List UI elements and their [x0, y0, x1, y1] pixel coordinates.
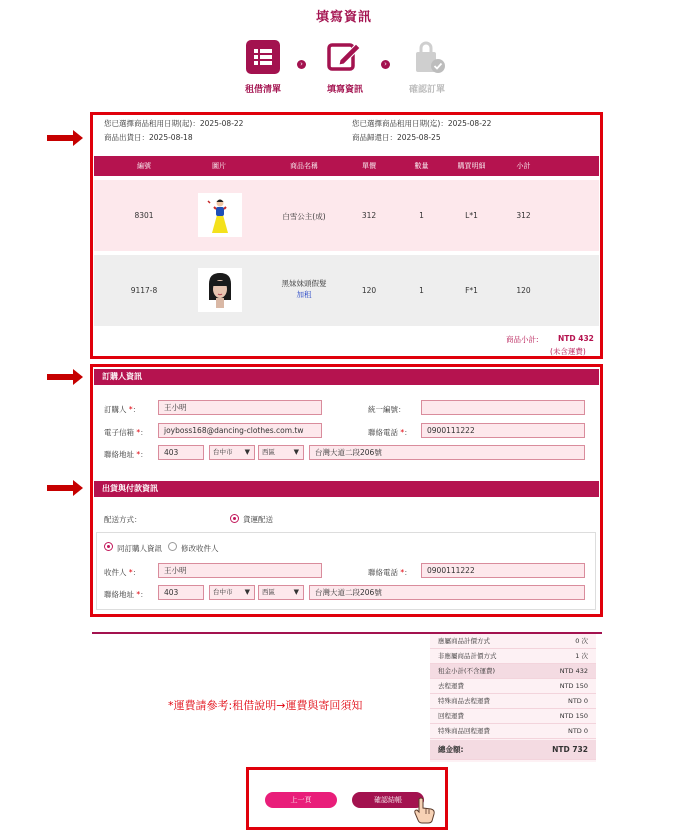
zip-input[interactable]: 403 [158, 445, 204, 460]
table-header [94, 156, 599, 176]
summary-row [430, 679, 596, 694]
add-rent-link[interactable]: 加租 [296, 290, 312, 299]
recipient-city-select[interactable] [209, 585, 255, 600]
recipient-district-value: 西區 [262, 588, 275, 596]
cost-summary [430, 634, 596, 762]
district-select[interactable] [258, 445, 304, 460]
summary-value: NTD 0 [567, 727, 588, 735]
col-header-image: 圖片 [212, 162, 226, 170]
recipient-city-value: 台中市 [213, 588, 233, 596]
item-name: 黑妹妹頭假髮 [281, 279, 327, 288]
return-date: 商品歸還日：2025-08-25 [352, 133, 441, 142]
summary-row [430, 664, 596, 679]
recipient-street-input[interactable]: 台灣大道二段206號 [309, 585, 585, 600]
tax-id-input[interactable] [421, 400, 585, 415]
summary-value: NTD 150 [559, 712, 588, 720]
buyer-name-input[interactable]: 王小明 [158, 400, 322, 415]
col-header-price: 單價 [362, 162, 376, 170]
item-detail: L*1 [465, 211, 478, 220]
item-id: 9117-8 [130, 286, 158, 295]
total-label: 總金額: [438, 745, 464, 754]
table-row [94, 180, 599, 251]
summary-value: NTD 150 [559, 682, 588, 690]
item-id: 8301 [134, 211, 154, 220]
required-mark: * [134, 450, 141, 459]
recipient-address-label-text: 聯絡地址 [104, 590, 134, 599]
item-price: 312 [361, 211, 377, 220]
tax-id-label: 統一編號： [368, 405, 406, 414]
subtotal-value: NTD 432 [558, 334, 594, 343]
summary-key: 去程運費 [438, 682, 464, 690]
recipient-name-label-text: 收件人 [104, 568, 127, 577]
item-detail: F*1 [465, 286, 478, 295]
subtotal-label: 商品小計: [506, 335, 539, 344]
item-qty: 1 [419, 286, 424, 295]
phone-label: 聯絡電話 *： [368, 428, 412, 437]
address-label-text: 聯絡地址 [104, 450, 134, 459]
buyer-name-label-text: 訂購人 [104, 405, 127, 414]
item-subtotal: 312 [516, 211, 531, 220]
same-as-buyer-label: 同訂購人資訊 [117, 544, 162, 553]
recipient-district-select[interactable] [258, 585, 304, 600]
same-as-buyer-radio[interactable] [104, 542, 113, 551]
required-mark: * [398, 428, 405, 437]
recipient-phone-label: 聯絡電話 *： [368, 568, 412, 577]
shipping-note[interactable]: *運費請參考:租借說明→運費與寄回須知 [168, 699, 363, 712]
required-mark: * [134, 428, 141, 437]
col-header-subtotal: 小計 [516, 162, 531, 170]
total-value: NTD 732 [552, 745, 588, 754]
step-3-label: 確認訂單 [408, 85, 445, 95]
summary-value: NTD 0 [567, 697, 588, 705]
recipient-phone-label-text: 聯絡電話 [368, 568, 398, 577]
item-name: 白雪公主(成) [282, 212, 326, 221]
red-arrow-icon [45, 128, 85, 148]
recipient-zip-input[interactable]: 403 [158, 585, 204, 600]
step-2-label: 填寫資訊 [326, 85, 363, 95]
edit-icon [326, 38, 364, 76]
address-label: 聯絡地址 *： [104, 450, 148, 459]
district-select-value: 西區 [262, 448, 275, 456]
shipping-section-header: 出貨與付款資訊 [94, 481, 599, 497]
dropdown-caret-icon: ▼ [293, 588, 299, 596]
dropdown-caret-icon: ▼ [293, 448, 299, 456]
step-separator-dot: › [381, 60, 390, 69]
summary-row [430, 709, 596, 724]
summary-row [430, 724, 596, 739]
modify-recipient-label: 修改收件人 [181, 544, 219, 553]
required-mark: * [126, 568, 133, 577]
table-row [94, 255, 599, 326]
phone-label-text: 聯絡電話 [368, 428, 398, 437]
modify-recipient-radio[interactable] [168, 542, 177, 551]
red-arrow-icon [45, 478, 85, 498]
recipient-address-label: 聯絡地址 *： [104, 590, 148, 599]
required-mark: * [134, 590, 141, 599]
total-row [430, 740, 596, 760]
product-image[interactable] [198, 268, 242, 312]
summary-key: 租金小計(不含運費) [438, 667, 496, 675]
rent-end-date: 您已選擇商品租用日期(迄)：2025-08-22 [352, 119, 492, 128]
street-input[interactable]: 台灣大道二段206號 [309, 445, 585, 460]
list-icon [246, 40, 280, 74]
col-header-detail: 購買明細 [457, 162, 486, 170]
summary-value: NTD 432 [559, 667, 588, 675]
step-1-label: 租借清單 [244, 85, 281, 95]
item-price: 120 [361, 286, 377, 295]
product-image[interactable] [198, 193, 242, 237]
rent-start-date: 您已選擇商品租用日期(起)：2025-08-22 [104, 119, 244, 128]
email-field[interactable]: joyboss168@dancing-clothes.com.tw [158, 423, 322, 438]
delivery-method-label: 配送方式： [104, 515, 142, 524]
prev-page-button[interactable]: 上一頁 [265, 792, 337, 808]
buyer-section-header: 訂購人資訊 [94, 369, 599, 385]
buyer-name-label: 訂購人 *： [104, 405, 141, 414]
delivery-method-value: 貨運配送 [243, 515, 273, 524]
summary-key: 回程運費 [438, 712, 464, 720]
required-mark: * [398, 568, 405, 577]
summary-row [430, 649, 596, 664]
summary-value: 1 次 [575, 652, 588, 660]
item-qty: 1 [419, 211, 424, 220]
hand-pointer-icon [410, 795, 440, 825]
summary-row [430, 694, 596, 709]
red-arrow-icon [45, 367, 85, 387]
summary-key: 非應屬商品計價方式 [438, 652, 497, 660]
city-select[interactable] [209, 445, 255, 460]
dropdown-caret-icon: ▼ [244, 448, 250, 456]
delivery-method-radio[interactable] [230, 514, 239, 523]
required-mark: * [126, 405, 133, 414]
summary-value: 0 次 [575, 637, 588, 645]
summary-key: 特殊商品去程運費 [438, 697, 490, 705]
dropdown-caret-icon: ▼ [244, 588, 250, 596]
summary-row [430, 634, 596, 649]
recipient-phone-input[interactable]: 0900111222 [421, 563, 585, 578]
bag-check-icon [410, 38, 448, 76]
col-header-qty: 數量 [414, 162, 429, 170]
col-header-id: 編號 [137, 162, 151, 170]
city-select-value: 台中市 [213, 448, 233, 456]
phone-field[interactable]: 0900111222 [421, 423, 585, 438]
col-header-name: 商品名稱 [290, 162, 318, 170]
summary-key: 特殊商品回程運費 [438, 727, 490, 735]
ship-date: 商品出貨日：2025-08-18 [104, 133, 193, 142]
email-label: 電子信箱 *： [104, 428, 148, 437]
summary-key: 應屬商品計價方式 [438, 637, 490, 645]
page-title: 填寫資訊 [315, 10, 372, 25]
step-separator-dot: › [297, 60, 306, 69]
recipient-name-input[interactable]: 王小明 [158, 563, 322, 578]
recipient-name-label: 收件人 *： [104, 568, 141, 577]
email-label-text: 電子信箱 [104, 428, 134, 437]
item-subtotal: 120 [516, 286, 531, 295]
confirm-checkout-button[interactable]: 確認結帳 [352, 792, 424, 808]
subtotal-note: (未含運費) [550, 347, 586, 356]
